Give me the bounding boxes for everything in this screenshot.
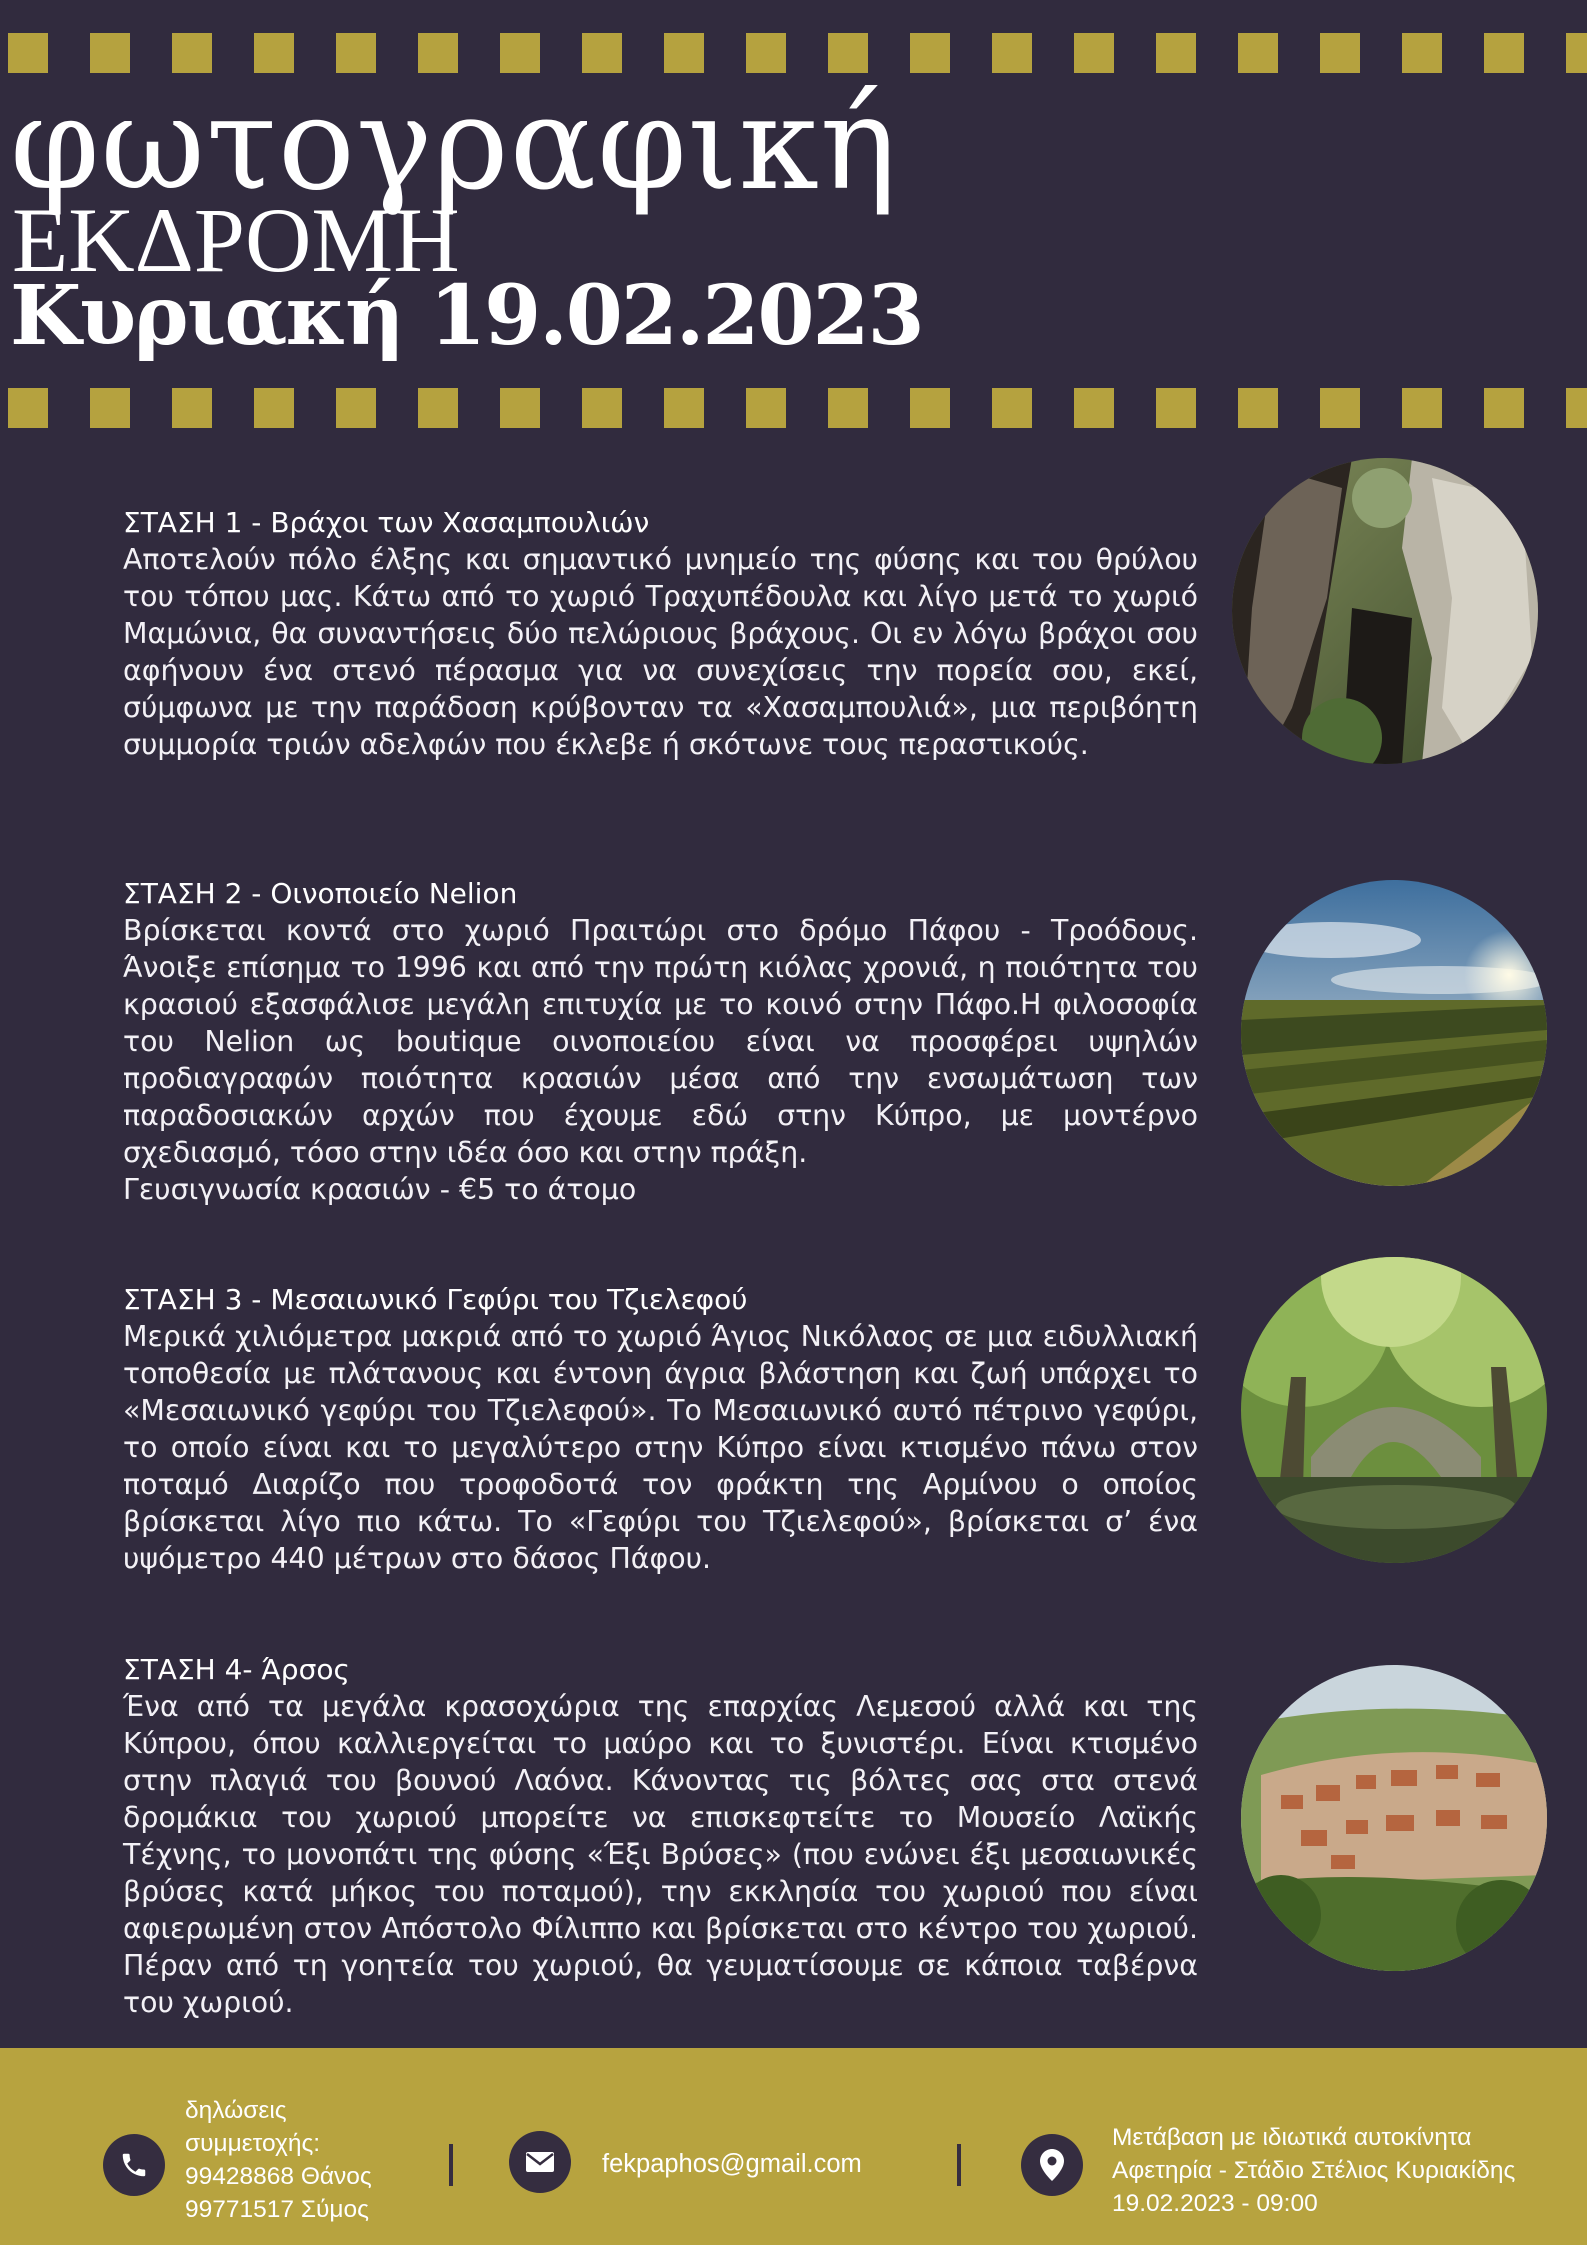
film-hole [1238,388,1278,428]
film-hole [1402,388,1442,428]
film-hole [90,33,130,73]
film-hole [582,388,622,428]
film-hole [828,388,868,428]
rocks-photo [1232,458,1538,764]
stop-description: Μερικά χιλιόμετρα μακριά από το χωριό Άγιος Νικόλαος σε μια ειδυλλιακή τοποθεσία με πλάτανους και έντονη άγρια βλάστηση και ζωή υπάρχει το «Μεσαιωνικό γεφύρι του Τζιελεφού». Το Μεσαιωνικό αυτό πέτρινο γεφύρι, το οποίο είναι και το μεγαλύτερο στην Κύπρο είναι κτισμένο πάνω στον ποταμό Διαρίζο που τροφοδοτά τον φράκτη της Αρμίνου ο οποίος βρίσκεται λίγο πιο κάτω. Το «Γεφύρι του Τζιελεφού», βρίσκεται σ’ ένα υψόμετρο 440 μέτρων στο δάσος Πάφου. [123,1320,1198,1575]
film-hole [664,33,704,73]
film-hole [664,388,704,428]
contact-phone[interactable]: 99428868 Θάνος [185,2163,372,2190]
stop-description: Βρίσκεται κοντά στο χωριό Πραιτώρι στο δρόμο Πάφου - Τροόδους. Άνοιξε επίσημα το 1996 και από την πρώτη κιόλας χρονιά, η ποιότητα του κρασιού εξασφάλισε μεγάλη επιτυχία με το κοινό στην Πάφο.Η φιλοσοφία του Nelion ως boutique οινοποιείου είναι να προσφέρει υψηλών προδιαγραφών ποιότητα κρασιών μέσα από την ενσωμάτωση των παραδοσιακών αρχών που έχουμε εδώ στην Κύπρο, με μοντέρνο σχεδιασμό, τόσο στην ιδέα όσο και στην πράξη. [123,914,1198,1169]
event-date: Κυριακή 19.02.2023 [10,268,923,364]
stop-4 [123,1651,1198,2021]
stop-title: ΣΤΑΣΗ 1 - Βράχοι των Χασαμπουλιών [123,506,650,539]
stop-title: ΣΤΑΣΗ 2 - Οινοποιείο Nelion [123,877,518,910]
phone-icon [103,2134,165,2196]
film-hole [500,33,540,73]
separator [449,2144,453,2186]
film-hole [1074,33,1114,73]
film-hole [1566,388,1587,428]
film-hole [1566,33,1587,73]
stop-title: ΣΤΑΣΗ 4- Άρσος [123,1653,350,1686]
film-hole [582,33,622,73]
film-strip-bottom [0,388,1587,428]
contact-phone[interactable]: 99771517 Σύμος [185,2196,369,2223]
film-hole [746,388,786,428]
film-hole [1238,33,1278,73]
meeting-line: 19.02.2023 - 09:00 [1112,2190,1318,2217]
envelope-icon [509,2131,571,2193]
film-hole [500,388,540,428]
contact-line: δηλώσεις [185,2097,287,2124]
email-link[interactable]: fekpaphos@gmail.com [602,2150,862,2178]
film-hole [992,33,1032,73]
stop-description: Ένα από τα μεγάλα κρασοχώρια της επαρχίας Λεμεσού αλλά και της Κύπρου, όπου καλλιεργείται το μαύρο και το ξυνιστέρι. Είναι κτισμένο στην πλαγιά του βουνού Λαόνα. Κάνοντας τις βόλτες σας στα στενά δρομάκια του χωριού μπορείτε να επισκεφτείτε το Μουσείο Λαϊκής Τέχνης, το μονοπάτι της φύσης «Έξι Βρύσες» (που ενώνει έξι μεσαιωνικές βρύσες κατά μήκος του ποταμού), την εκκλησία του χωριού που είναι αφιερωμένη στον Απόστολο Φίλιππο και βρίσκεται στο κέντρο του χωριού. Πέραν από τη γοητεία του χωριού, θα γευματίσουμε σε κάποια ταβέρνα του χωριού. [123,1690,1198,2019]
poster-title: φωτογραφική [10,70,898,219]
stop-3 [123,1281,1198,1577]
film-hole [1320,388,1360,428]
film-hole [910,33,950,73]
film-hole [1156,33,1196,73]
film-hole [1156,388,1196,428]
separator [957,2144,961,2186]
film-hole [746,33,786,73]
film-hole [172,388,212,428]
film-hole [828,33,868,73]
film-hole [418,33,458,73]
bridge-photo [1241,1257,1547,1563]
film-hole [336,33,376,73]
film-hole [254,388,294,428]
film-hole [1484,388,1524,428]
stop-2 [123,875,1198,1208]
poster-subtitle: ΕΚΔΡΟΜΗ [12,189,460,291]
meeting-line: Αφετηρία - Στάδιο Στέλιος Κυριακίδης [1112,2157,1516,2184]
stop-title: ΣΤΑΣΗ 3 - Μεσαιωνικό Γεφύρι του Τζιελεφού [123,1283,748,1316]
film-hole [8,33,48,73]
village-photo [1241,1665,1547,1971]
footer [0,2048,1587,2245]
registration-contacts [185,2094,372,2226]
film-hole [1402,33,1442,73]
film-hole [8,388,48,428]
film-hole [90,388,130,428]
contact-line: συμμετοχής: [185,2130,321,2157]
film-hole [910,388,950,428]
meeting-info [1112,2121,1515,2220]
film-hole [418,388,458,428]
vineyard-photo [1241,880,1547,1186]
film-hole [254,33,294,73]
stop-description: Αποτελούν πόλο έλξης και σημαντικό μνημείο της φύσης και του θρύλου του τόπου μας. Κάτω από το χωριό Τραχυπέδουλα και λίγο μετά το χωριό Μαμώνια, θα συναντήσεις δύο πελώριους βράχους. Οι εν λόγω βράχοι σου αφήνουν ένα στενό πέρασμα για να συνεχίσεις την πορεία σου, εκεί, σύμφωνα με την παράδοση κρύβονταν τα «Χασαμπουλιά», μια περιβόητη συμμορία τριών αδελφών που έκλεβε ή σκότωνε τους περαστικούς. [123,543,1198,761]
stop-1 [123,504,1198,763]
wine-tasting-note: Γευσιγνωσία κρασιών - €5 το άτομο [123,1173,637,1206]
film-hole [336,388,376,428]
film-hole [1074,388,1114,428]
film-hole [1320,33,1360,73]
film-hole [1484,33,1524,73]
meeting-line: Μετάβαση με ιδιωτικά αυτοκίνητα [1112,2124,1472,2151]
film-strip-top [0,33,1587,73]
map-pin-icon [1021,2134,1083,2196]
film-hole [992,388,1032,428]
film-hole [172,33,212,73]
